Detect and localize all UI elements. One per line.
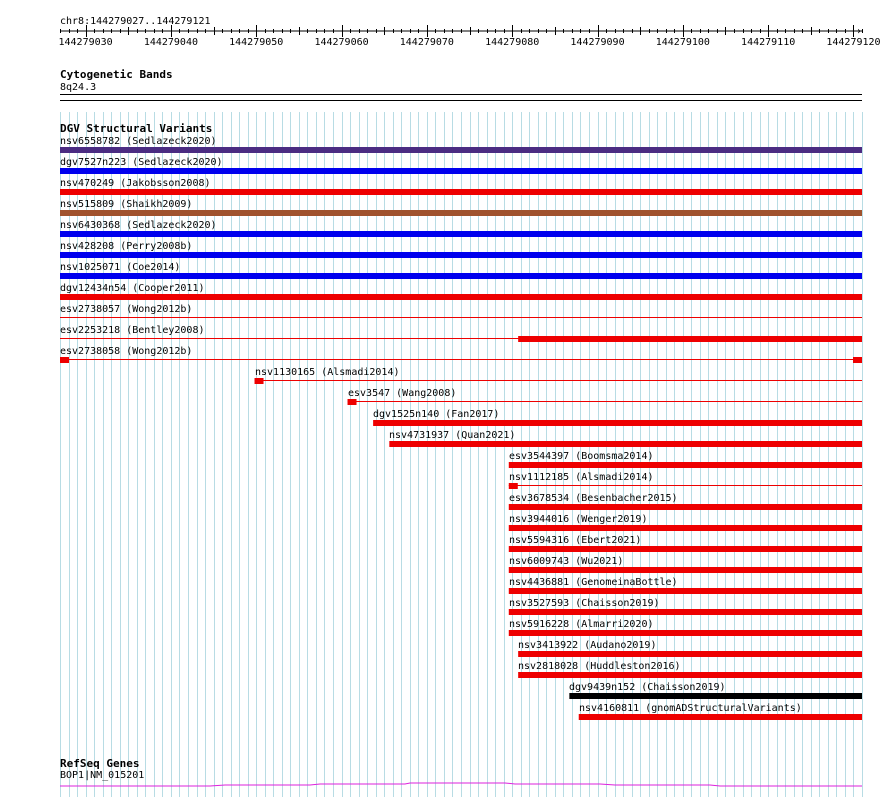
dgv-variant-label[interactable]: nsv470249 (Jakobsson2008) <box>60 178 211 189</box>
dgv-variant-line[interactable] <box>60 359 862 360</box>
dgv-variant-bar[interactable] <box>569 693 862 699</box>
dgv-variant-label[interactable]: nsv1025071 (Coe2014) <box>60 262 181 273</box>
dgv-variant[interactable] <box>509 556 862 573</box>
refseq-track-title: RefSeq Genes <box>60 757 140 770</box>
ruler-tick-label: 144279110 <box>741 37 796 48</box>
dgv-variant[interactable] <box>509 493 862 510</box>
dgv-variant-block[interactable] <box>60 357 69 363</box>
ruler-tick-label: 144279060 <box>314 37 369 48</box>
dgv-variant[interactable] <box>509 451 862 468</box>
dgv-variant-label[interactable]: nsv6430368 (Sedlazeck2020) <box>60 220 217 231</box>
dgv-variant-label[interactable]: esv3678534 (Besenbacher2015) <box>509 493 678 504</box>
dgv-variant-bar[interactable] <box>509 504 862 510</box>
dgv-variant-block[interactable] <box>853 357 862 363</box>
dgv-variant-bar[interactable] <box>579 714 862 720</box>
dgv-variant-label[interactable]: nsv3527593 (Chaisson2019) <box>509 598 660 609</box>
dgv-variant-label[interactable]: esv2738057 (Wong2012b) <box>60 304 193 315</box>
dgv-variant-line[interactable] <box>348 401 862 402</box>
dgv-variant-line[interactable] <box>509 485 862 486</box>
dgv-variant[interactable] <box>255 367 862 384</box>
dgv-variant-label[interactable]: nsv428208 (Perry2008b) <box>60 241 193 252</box>
ruler-tick-label: 144279100 <box>655 37 710 48</box>
dgv-variant[interactable] <box>509 577 862 594</box>
dgv-track-title: DGV Structural Variants <box>60 122 213 135</box>
dgv-variant[interactable] <box>509 598 862 615</box>
dgv-variant-label[interactable]: nsv3413922 (Audano2019) <box>518 640 657 651</box>
dgv-variant[interactable] <box>518 661 862 678</box>
dgv-variant[interactable] <box>518 640 862 657</box>
dgv-variant-label[interactable]: nsv5916228 (Almarri2020) <box>509 619 654 630</box>
dgv-variant-label[interactable]: nsv5594316 (Ebert2021) <box>509 535 642 546</box>
dgv-variant-label[interactable]: nsv515809 (Shaikh2009) <box>60 199 193 210</box>
dgv-variant-bar[interactable] <box>509 588 862 594</box>
dgv-variant-label[interactable]: esv2738058 (Wong2012b) <box>60 346 193 357</box>
dgv-variant[interactable] <box>389 430 862 447</box>
ruler-tick-label: 144279050 <box>229 37 284 48</box>
ruler-tick-label: 144279070 <box>399 37 454 48</box>
dgv-variant-label[interactable]: esv3547 (Wang2008) <box>348 388 457 399</box>
dgv-variant-bar[interactable] <box>509 525 862 531</box>
refseq-gene-label[interactable]: BOP1|NM_015201 <box>60 770 145 781</box>
ruler <box>59 16 881 48</box>
dgv-variant-bar[interactable] <box>509 546 862 552</box>
ruler-tick-label: 144279120 <box>826 37 881 48</box>
dgv-variant[interactable] <box>509 535 862 552</box>
dgv-variant-label[interactable]: nsv4436881 (GenomeinaBottle) <box>509 577 678 588</box>
cytoband-track-title: Cytogenetic Bands <box>60 68 173 81</box>
ruler-tick-label: 144279080 <box>485 37 540 48</box>
dgv-variant-block[interactable] <box>509 483 518 489</box>
dgv-variant-label[interactable]: dgv9439n152 (Chaisson2019) <box>569 682 726 693</box>
ruler-tick-label: 144279030 <box>58 37 113 48</box>
ruler-tick-label: 144279090 <box>570 37 625 48</box>
dgv-variant-line[interactable] <box>255 380 862 381</box>
dgv-variant-bar[interactable] <box>60 273 862 279</box>
dgv-variant[interactable] <box>509 472 862 489</box>
location-label: chr8:144279027..144279121 <box>60 16 211 27</box>
dgv-variant-bar[interactable] <box>60 147 862 153</box>
dgv-variant-label[interactable]: dgv1525n140 (Fan2017) <box>373 409 500 420</box>
dgv-variant-bar[interactable] <box>509 567 862 573</box>
dgv-variant-bar[interactable] <box>60 210 862 216</box>
dgv-variant-bar[interactable] <box>60 252 862 258</box>
dgv-variant-bar[interactable] <box>518 672 862 678</box>
dgv-variant-bar[interactable] <box>518 336 862 342</box>
ruler-arrow-right-icon: › <box>856 26 863 37</box>
dgv-variant-bar[interactable] <box>509 609 862 615</box>
dgv-variant-bar[interactable] <box>60 189 862 195</box>
dgv-variant[interactable] <box>569 682 862 699</box>
dgv-variant-label[interactable]: nsv4731937 (Quan2021) <box>389 430 516 441</box>
dgv-variant-label[interactable]: nsv6558782 (Sedlazeck2020) <box>60 136 217 147</box>
dgv-variant-block[interactable] <box>348 399 357 405</box>
dgv-variant-label[interactable]: nsv1130165 (Alsmadi2014) <box>255 367 400 378</box>
dgv-variant-bar[interactable] <box>509 630 862 636</box>
dgv-variant-bar[interactable] <box>518 651 862 657</box>
dgv-variant-bar[interactable] <box>373 420 862 426</box>
dgv-variant-label[interactable]: dgv7527n223 (Sedlazeck2020) <box>60 157 223 168</box>
dgv-variant-block[interactable] <box>255 378 264 384</box>
ruler-ticks <box>59 25 881 48</box>
dgv-variant-bar[interactable] <box>509 462 862 468</box>
dgv-variant-label[interactable]: esv2253218 (Bentley2008) <box>60 325 205 336</box>
dgv-variant[interactable] <box>509 619 862 636</box>
dgv-variant-label[interactable]: nsv1112185 (Alsmadi2014) <box>509 472 654 483</box>
dgv-variant-label[interactable]: nsv6009743 (Wu2021) <box>509 556 624 567</box>
dgv-variant-bar[interactable] <box>60 294 862 300</box>
dgv-variant-label[interactable]: nsv2818028 (Huddleston2016) <box>518 661 681 672</box>
cytoband-label[interactable]: 8q24.3 <box>60 82 97 93</box>
dgv-variant[interactable] <box>348 388 862 405</box>
ruler-tick-label: 144279040 <box>143 37 199 48</box>
dgv-variant-label[interactable]: esv3544397 (Boomsma2014) <box>509 451 654 462</box>
cytoband-track[interactable] <box>60 68 862 101</box>
dgv-variant-label[interactable]: nsv4160811 (gnomADStructuralVariants) <box>579 703 802 714</box>
dgv-variant-bar[interactable] <box>389 441 862 447</box>
dgv-variant[interactable] <box>373 409 862 426</box>
dgv-variant[interactable] <box>509 514 862 531</box>
dgv-variant-line[interactable] <box>60 317 862 318</box>
dgv-variant-label[interactable]: dgv12434n54 (Cooper2011) <box>60 283 205 294</box>
dgv-variant-label[interactable]: nsv3944016 (Wenger2019) <box>509 514 648 525</box>
dgv-variant-bar[interactable] <box>60 168 862 174</box>
dgv-variant-bar[interactable] <box>60 231 862 237</box>
